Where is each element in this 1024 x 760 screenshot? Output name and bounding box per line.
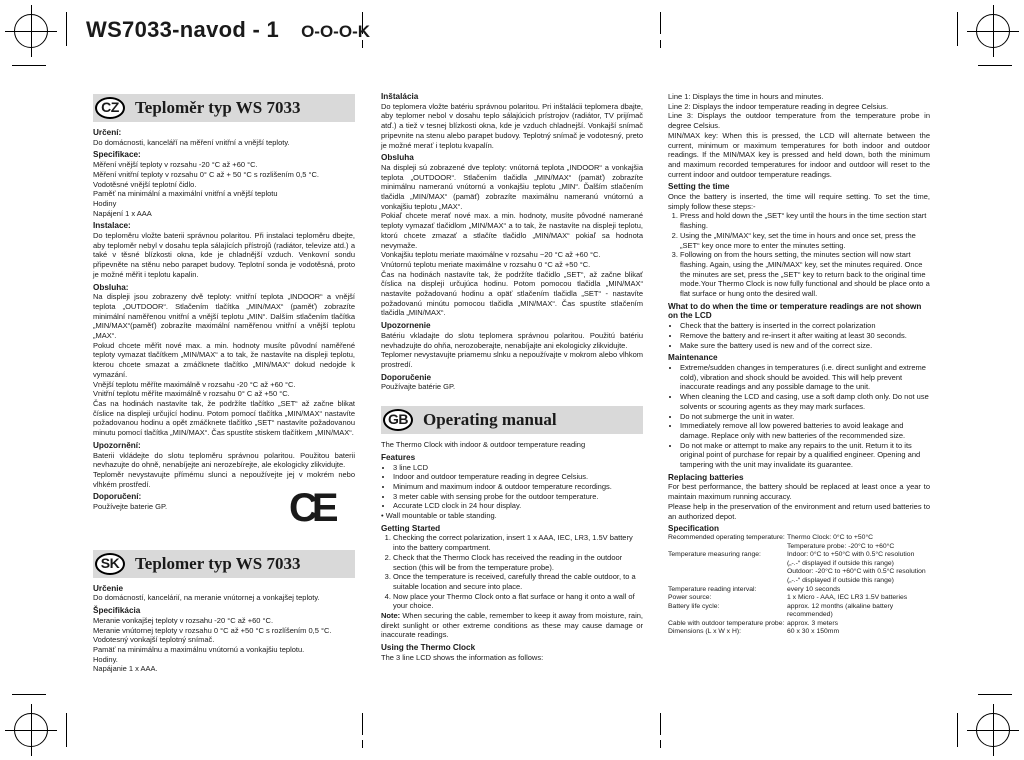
gb-replace-text: For best performance, the battery should be replaced at least once a year to maintain maximum running accuracy.: [668, 482, 930, 502]
cz-badge: CZ: [95, 97, 125, 119]
spec-value: [787, 603, 930, 620]
list-item: • Remove the battery and re-insert it after waiting at least 30 seconds.: [680, 331, 930, 341]
sk-spec-line: Meranie vnútornej teploty v rozsahu 0 °C až +50 °C s rozlíšením 0,5 °C.: [93, 625, 332, 635]
sk-spec-line: Pamäť na minimálnu a maximálnu vnútornú a vonkajšiu teplotu.: [93, 644, 305, 654]
cz-title: Teploměr typ WS 7033: [135, 98, 301, 118]
spec-row: [668, 628, 930, 637]
gb-using-text: The 3 line LCD shows the information as follows:: [381, 652, 544, 662]
gb-maintenance-list: [668, 363, 930, 470]
cz-spec-line: Měření vnější teploty v rozsahu -20 °C až +60 °C.: [93, 160, 258, 170]
sk-warning-heading: Upozornenie: [381, 321, 431, 331]
document-title: [86, 17, 370, 43]
gb-line-info: Line 1: Displays the time in hours and minutes.: [668, 92, 824, 101]
sk-spec-line: Napájanie 1 x AAA.: [93, 664, 158, 674]
spec-value-line: approx. 3 meters: [787, 619, 838, 627]
spec-value: [787, 594, 930, 603]
crop-mark: [957, 12, 958, 46]
cz-warning-text: Baterii vkládejte do slotu teploměru správnou polaritou. Použitou baterii nevhazujte do ohně, nenabíjejte ani nerozebírejte, ale ekologicky zlikvidujte.: [93, 450, 355, 470]
cz-recommend-heading: Doporučení:: [93, 492, 142, 502]
sk-spec-line: Hodiny.: [93, 654, 118, 664]
spec-key: Dimensions (L x W x H):: [668, 628, 742, 636]
spec-value: [787, 534, 930, 551]
crop-mark: [66, 12, 67, 46]
cz-banner: [93, 94, 355, 122]
gb-notshown-heading: What to do when the time or temperature readings are not shown on the LCD: [668, 301, 922, 321]
gb-features-heading: Features: [381, 452, 416, 462]
spec-row: [668, 620, 930, 629]
list-item: 4. Now place your Thermo Clock onto a flat surface or hang it onto a wall of your choice.: [393, 592, 643, 611]
spec-key: Power source:: [668, 594, 712, 602]
cz-use-text: Do domácnosti, kanceláří na měření vnitřní a vnější teploty.: [93, 137, 290, 147]
list-item: 1. Checking the correct polarization, insert 1 x AAA, IEC, LR3, 1.5V battery into the battery compartment.: [393, 533, 643, 552]
spec-value-line: 1 x Micro - AAA, IEC LR3 1.5V batteries: [787, 594, 908, 602]
cz-spec-line: Vodotěsné vnější teplotní čidlo.: [93, 179, 197, 189]
cz-spec-line: Paměť na minimální a maximální vnitřní a vnější teplotu: [93, 189, 278, 199]
list-item: • Extreme/sudden changes in temperatures (i.e. direct sunlight and extreme cold), vibration and shock should be avoided. This will help prevent inaccurate readings and any possible damage to the unit.: [680, 363, 930, 392]
crop-mark: [12, 65, 46, 66]
sk-spec-line: Meranie vonkajšej teploty v rozsahu -20 °C až +60 °C.: [93, 615, 274, 625]
cz-warning-text: Teploměr nevystavujte přímému slunci a nepoužívejte jej v mokrém nebo vlhkém prostředí.: [93, 469, 355, 489]
gb-line-info: Line 3: Displays the outdoor temperature from the temperature probe in degree Celsius.: [668, 111, 930, 131]
spec-row: [668, 534, 930, 551]
gb-note: [381, 611, 643, 640]
gb-features-list: [381, 463, 643, 512]
gb-minmax-text: MIN/MAX key: When this is pressed, the LCD will alternate between the current, minimum or maximum temperatures for both indoor and outdoor readings. If the MIN/MAX key is pressed and held down, both the minimum and maximum recorded temperatures for indoor and outdoor will reset to the current indoor and outdoor temperature readings.: [668, 130, 930, 179]
spec-value: [787, 551, 930, 585]
gb-note-text: When securing the cable, remember to keep it away from moisture, rain, direkt sunlight or other extreme conditions as these may cause damage or inaccurate readings.: [381, 611, 643, 640]
list-item: • When cleaning the LCD and casing, use a soft damp cloth only. Do not use solvents or scouring agents as they may mark surfaces.: [680, 392, 930, 411]
sk-warning-text: Teplomer nevystavujte priamemu slnku a nepoužívajte v mokrom alebo vlhkom prostredí.: [381, 350, 643, 369]
spec-value-line: Thermo Clock: 0°C to +50°C: [787, 533, 874, 541]
sk-operation-text: Pokiaľ chcete merať nové max. a min. hodnoty, musíte pôvodné namerané teploty vymazať tlačidlom „MIN/MAX“ a to tak, že nastavíte na displeji teplotu, ktorú chcete zmazať a stlačíte tlačidlo „MIN/MAX“ pokiaľ sa hodnota nevymaže.: [381, 211, 643, 250]
list-item: 2. Using the „MIN/MAX“ key, set the time in hours and once set, press the „SET“ key once more to enter the minutes setting.: [680, 231, 930, 250]
sk-spec-heading: Špecifikácia: [93, 606, 141, 616]
cz-operation-text: Vnitřní teplotu měříte maximálně v rozsahu 0° C až +50 °C.: [93, 389, 290, 399]
crop-mark: [660, 713, 661, 735]
gb-spec-table: [668, 534, 930, 637]
gb-replace-text: Please help in the preservation of the environment and return used batteries to an authorized depot.: [668, 501, 930, 521]
registration-mark-bottom-left: [14, 713, 48, 747]
cz-install-heading: Instalace:: [93, 221, 131, 231]
spec-value-line: („-.-“ displayed if outside this range): [787, 576, 894, 584]
gb-replace-heading: Replacing batteries: [668, 472, 744, 482]
cz-spec-heading: Specifikace:: [93, 150, 141, 160]
sk-operation-heading: Obsluha: [381, 153, 414, 163]
list-item: • Wall mountable or table standing.: [381, 511, 497, 521]
spec-value-line: („-.-“ displayed if outside this range): [787, 559, 894, 567]
sk-operation-text: Vonkajšiu teplotu meriate maximálne v rozsahu −20 °C až +60 °C.: [381, 250, 601, 260]
gb-using-heading: Using the Thermo Clock: [381, 643, 476, 653]
cz-operation-text: Pokud chcete měřit nové max. a min. hodnoty musíte původní naměřené teploty vymazat tlačítkem „MIN/MAX“ a to tak, že nastavíte na displeji teplotu, kterou chcete smazat a zmáčknete tlačítko „MIN/MAX“ dokud nedojde k vymazání.: [93, 340, 355, 379]
list-item: • Minimum and maximum indoor & outdoor temperature recordings.: [393, 482, 643, 492]
crop-mark: [660, 740, 661, 748]
file-name: WS7033-navod - 1: [86, 17, 280, 42]
list-item: 1. Press and hold down the „SET“ key until the hours in the time section start flashing.: [680, 211, 930, 230]
list-item: • Indoor and outdoor temperature reading in degree Celsius.: [393, 472, 643, 482]
gb-banner: [381, 406, 643, 434]
sk-badge: SK: [95, 553, 125, 575]
cz-operation-heading: Obsluha:: [93, 282, 129, 292]
spec-value-line: approx. 12 months (alkaline battery recommended): [787, 602, 894, 619]
brand-logo: O-O-O-K: [301, 22, 371, 41]
registration-mark-bottom-right: [976, 713, 1010, 747]
spec-value: [787, 628, 930, 637]
crop-mark: [66, 713, 67, 747]
cz-spec-line: Hodiny: [93, 198, 117, 208]
cz-use-heading: Určení:: [93, 128, 122, 137]
sk-use-heading: Určenie: [93, 583, 124, 593]
registration-mark-top-left: [14, 14, 48, 48]
cz-spec-line: Měření vnitřní teploty v rozsahu 0° C až + 50 °C s rozlišením 0,5 °C.: [93, 169, 319, 179]
crop-mark: [362, 713, 363, 735]
list-item: • Do not make or attempt to make any repairs to the unit. Return it to its original point of purchase for repair by a qualified engineer. Opening and tampering with the unit may invalidate its guarantee.: [680, 441, 930, 470]
cz-spec-line: Napájení 1 x AAA: [93, 208, 152, 218]
crop-mark: [362, 740, 363, 748]
gb-start-list: [381, 533, 643, 611]
cz-operation-text: Na displeji jsou zobrazeny dvě teploty: vnitřní teplota „INDOOR“ a vnější teplota „OUTDOOR“. Stlačením tlačítka „MIN/MAX“ (paměť) zobrazíte minimální naměřenou vnitřní a vnější teplotu „MIN“. Dalším stlačením tlačítka „MIN/MAX“(paměť) zobrazíte maximální naměřenou vnitřní a vnější teplotu „MAX“.: [93, 292, 355, 341]
spec-row: [668, 603, 930, 620]
list-item: • Check that the battery is inserted in the correct polarization: [680, 321, 930, 331]
list-item: • Make sure the battery used is new and of the correct size.: [680, 341, 930, 351]
crop-mark: [660, 12, 661, 34]
gb-maintenance-heading: Maintenance: [668, 353, 718, 363]
spec-value-line: 60 x 30 x 150mm: [787, 628, 840, 636]
spec-key: Temperature reading interval:: [668, 585, 757, 593]
sk-recommend-text: Používajte batérie GP.: [381, 382, 456, 392]
spec-value-line: every 10 seconds: [787, 585, 841, 593]
crop-mark: [978, 694, 1012, 695]
gb-line-info: Line 2: Displays the indoor temperature reading in degree Celsius.: [668, 101, 889, 111]
column-middle: [381, 92, 643, 663]
registration-mark-top-right: [976, 14, 1010, 48]
spec-row: [668, 586, 930, 595]
sk-operation-text: Vnútornú teplotu meriate maximálne v rozsahu 0 °C až +50 °C.: [381, 259, 591, 269]
gb-setting-list: [668, 211, 930, 298]
cz-operation-text: Vnější teplotu měříte maximálně v rozsahu -20 °C až +60 °C.: [93, 379, 296, 389]
spec-key: Temperature measuring range:: [668, 551, 761, 559]
cz-recommend-text: Používejte baterie GP.: [93, 502, 168, 512]
sk-use-text: Do domácností, kancelárií, na meranie vnútornej a vonkajšej teploty.: [93, 593, 320, 603]
list-item: 3. Once the temperature is received, carefully thread the cable outdoor, to a suitable location and secure into place.: [393, 572, 643, 591]
gb-notshown-list: [668, 321, 930, 350]
cz-operation-text: Čas na hodinách nastavíte tak, že podržíte tlačítko „SET“ až začne blikat číslice na displeji určující hodinu. Potom pomocí tlačítka „MIN/MAX“ nastavíte požadovanou hodinu a opět zmáčknete tlačítko „SET“ nastavíte požadovanou minutu pomocí tlačítka „MIN/MAX“. Čas spustíte stiskem tlačítkem „MIN/MAX“.: [93, 398, 355, 438]
ce-mark: CE: [289, 485, 333, 530]
sk-banner: [93, 550, 355, 578]
crop-mark: [12, 694, 46, 695]
spec-value: [787, 620, 930, 629]
column-right: [668, 92, 930, 637]
sk-operation-text: Na displeji sú zobrazené dve teploty: vnútorná teplota „INDOOR“ a vonkajšia teplota „OUTDOOR“. Stlačením tlačidla „MIN/MAX“ (pamäť) zobrazíte minimálnu nameranú vnútornú a vonkajšiu teplotu „MIN“. Ďalším stlačením tlačidla „MIN/MAX“ (pamäť) zobrazíte maximálnu nameranú vnútornú a vonkajšiu teplotu „MAX“.: [381, 162, 643, 211]
crop-mark: [957, 713, 958, 747]
gb-start-heading: Getting Started: [381, 523, 441, 533]
list-item: • Immediately remove all low powered batteries to avoid leakage and damage. Replace only with new batteries of the recommended size.: [680, 421, 930, 440]
sk-operation-text: Čas na hodinách nastavíte tak, že podržíte tlačidlo „SET“, až začne blikať číslica na displeji určujúca hodinu. Potom pomocou tlačidla „MIN/MAX“ nastavíte požadovanú hodinu a opäť stlačením tlačidla „SET“ - nastavíte požadovanú minútu pomocou tlačidla „MIN/MAX“. Čas spustíte stlačením tlačidla „MIN/MAX“.: [381, 269, 643, 318]
sk-spec-line: Vodotesný vonkajší teplotný snímač.: [93, 635, 215, 645]
gb-setting-heading: Setting the time: [668, 182, 730, 192]
sk-title: Teplomer typ WS 7033: [135, 553, 301, 573]
column-left: [93, 92, 355, 674]
list-item: • Do not submerge the unit in water.: [680, 412, 930, 422]
gb-badge: GB: [383, 409, 413, 431]
list-item: 3. Following on from the hours setting, the minutes section will now start flashing. Again, using the „MIN/MAX“ key, set the minutes required. Once the minutes are set, press the „SET“ key to return back to the original time mode.Your Thermo Clock is now fully functional and should be place onto a flat surface or hung onto the desired wall.: [680, 250, 930, 299]
spec-row: [668, 594, 930, 603]
spec-value: [787, 586, 930, 595]
gb-note-label: Note:: [381, 611, 401, 621]
list-item: • 3 line LCD: [393, 463, 643, 473]
sk-warning-text: Batériu vkladajte do slotu teplomera správnou polaritou. Použitú batériu nevhadzujte do ohňa, nerozoberajte, nenabíjajte ani ekologicky zlikvidujte.: [381, 330, 643, 350]
spec-value-line: Temperature probe: -20°C to +60°C: [787, 542, 895, 550]
crop-mark: [978, 65, 1012, 66]
sk-install-heading: Inštalácia: [381, 92, 419, 101]
gb-setting-text: Once the battery is inserted, the time will require setting. To set the time, simply follow these steps:-: [668, 192, 930, 211]
spec-key: Battery life cycle:: [668, 602, 720, 610]
list-item: • 3 meter cable with sensing probe for the outdoor temperature.: [393, 492, 643, 502]
sk-install-text: Do teplomera vložte batériu správnou polaritou. Pri inštalácii teplomera dbajte, aby teplomer nebol v dosahu teplo sálajúcich prístrojov (radiátor, TV prijímač atď.) a tiež v tesnej blízkosti okna, kde je vzduch chladnejší. Vonkajší snímač pripevnite na stenu alebo parapet budovy. Teplotný snímač je vodotesný, preto je možné merať i teplotu kvapalín.: [381, 101, 643, 150]
spec-value-line: Indoor: 0°C to +50°C with 0.5°C resolution: [787, 551, 915, 559]
spec-key: Cable with outdoor temperature probe:: [668, 619, 785, 627]
gb-title: Operating manual: [423, 410, 557, 430]
spec-value-line: Outdoor: -20°C to +60°C with 0.5°C resolution: [787, 568, 926, 576]
cz-install-text: Do teploměru vložte baterii správnou polaritou. Při instalaci teploměru dbejte, aby teploměr nebyl v dosahu tepla sálajících přístrojů (radiátor, televize atd.) a také v těsné blízkosti okna, kde je chladnější vzduch. Venkovní sondu připevněte na stěnu nebo parapet budovy. Teplotní sonda je vodotěsná, proto je možné měřit i teplotu kapalin.: [93, 231, 355, 279]
cz-warning-heading: Upozornění:: [93, 440, 141, 450]
spec-key: Recommended operating temperature:: [668, 533, 785, 541]
sk-recommend-heading: Doporučenie: [381, 372, 432, 382]
list-item: • Accurate LCD clock in 24 hour display.: [393, 501, 643, 511]
gb-intro: The Thermo Clock with indoor & outdoor temperature reading: [381, 440, 586, 450]
spec-row: [668, 551, 930, 585]
crop-mark: [660, 40, 661, 48]
list-item: 2. Check that the Thermo Clock has received the reading in the outdoor section (this will be from the temperature probe).: [393, 553, 643, 572]
gb-spec-heading: Specification: [668, 524, 719, 534]
